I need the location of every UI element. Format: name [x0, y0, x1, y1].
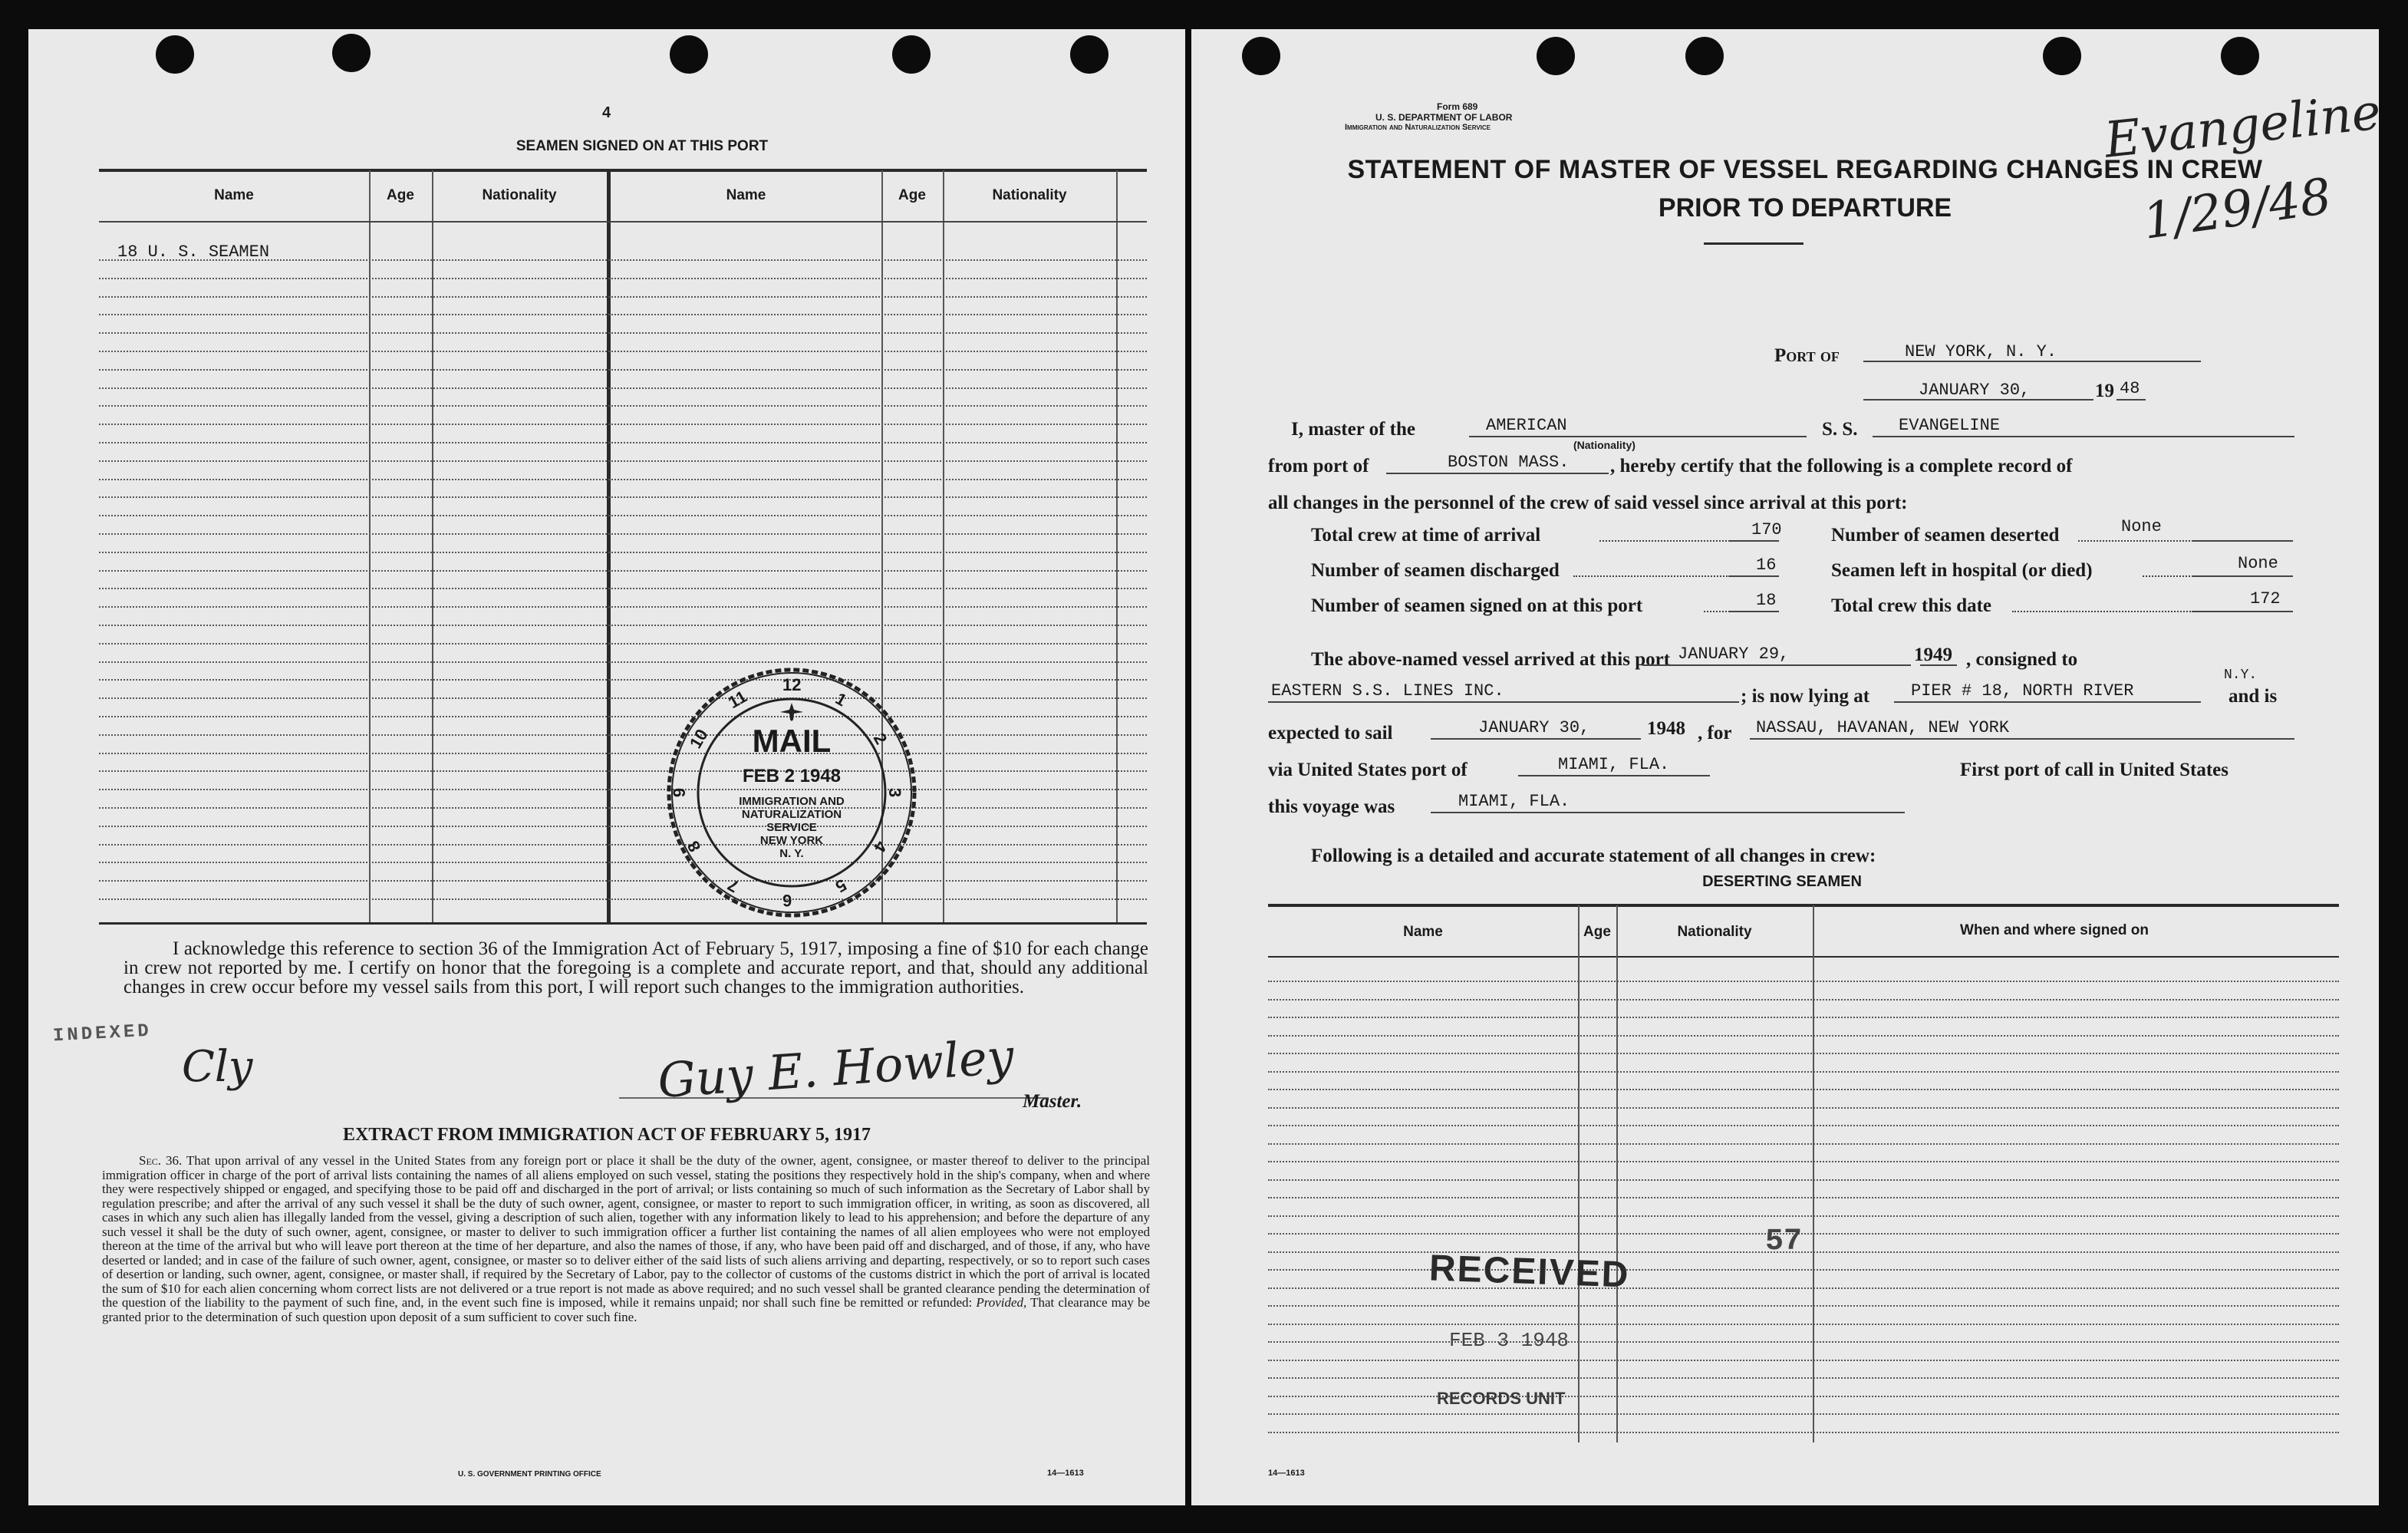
row-rule: [99, 387, 1147, 389]
sail-year: 1948: [1647, 718, 1685, 739]
col-header-nationality: Nationality: [1677, 924, 1752, 940]
stamp-clock-number: 8: [683, 837, 705, 856]
row-rule: [99, 496, 1147, 498]
header-rule: [99, 221, 1147, 223]
row-rule: [1268, 1071, 2339, 1073]
records-unit: RECORDS UNIT: [1437, 1389, 1566, 1408]
row-rule: [99, 734, 1147, 736]
lying-value: PIER # 18, NORTH RIVER: [1911, 681, 2134, 701]
row-rule: [99, 332, 1147, 334]
punch-hole: [2221, 37, 2259, 75]
lying-line: [1894, 701, 2201, 703]
master-of-label: I, master of the: [1291, 419, 1415, 440]
col-divider: [369, 170, 371, 922]
master-signature: Guy E. Howley: [656, 1027, 1016, 1109]
arrived-label: The above-named vessel arrived at this port: [1311, 649, 1671, 670]
col-divider: [943, 170, 944, 922]
voyage-label: this voyage was: [1268, 796, 1395, 817]
col-header-age: Age: [1583, 924, 1611, 940]
row-rule: [99, 351, 1147, 352]
row-rule: [99, 661, 1147, 663]
row-rule: [1268, 1360, 2339, 1361]
punch-hole: [2043, 37, 2081, 75]
title-underline: [1704, 242, 1804, 245]
stamp-clock-number: 10: [685, 725, 712, 752]
row-rule: [1268, 1324, 2339, 1325]
row-rule: [99, 844, 1147, 846]
stamp-clock-number: 5: [832, 875, 850, 897]
extract-heading: EXTRACT FROM IMMIGRATION ACT OF FEBRUARY 5, 1917: [342, 1125, 871, 1145]
hospital-value: None: [2238, 554, 2278, 573]
consignee-value: EASTERN S.S. LINES INC.: [1271, 681, 1504, 701]
row-rule: [1268, 1396, 2339, 1397]
signed-on-heading: SEAMEN SIGNED ON AT THIS PORT: [516, 138, 769, 154]
destinations-line: [1750, 738, 2294, 740]
col-header-name: Name: [214, 187, 254, 203]
from-port-label: from port of: [1268, 456, 1369, 476]
total-date-value: 172: [2250, 589, 2281, 608]
arrived-value: JANUARY 29,: [1678, 645, 1790, 664]
first-port-label: First port of call in United States: [1960, 760, 2228, 780]
signed-on-value: 18: [1756, 591, 1777, 610]
form-code: 14—1613: [1047, 1469, 1084, 1478]
row-rule: [1268, 1215, 2339, 1217]
row-rule: [99, 278, 1147, 279]
handwritten-date: 1/29/48: [2140, 168, 2335, 251]
leader-dots: [1573, 575, 1730, 577]
col-header-age: Age: [387, 187, 414, 203]
year-line: [2116, 399, 2146, 401]
table-top-rule: [1268, 904, 2339, 907]
row-rule: [99, 807, 1147, 809]
header-rule: [1268, 956, 2339, 958]
leader-dots: [2078, 540, 2193, 542]
row-rule: [99, 898, 1147, 900]
total-date-label: Total crew this date: [1831, 595, 1992, 616]
hospital-line: [2193, 575, 2293, 577]
leader-dots: [2012, 611, 2193, 612]
master-label: Master.: [1023, 1091, 1082, 1112]
nationality-caption: (Nationality): [1573, 439, 1636, 451]
signed-on-line: [1730, 611, 1779, 612]
row-rule: [99, 552, 1147, 553]
voyage-line: [1431, 812, 1905, 813]
hospital-label: Seamen left in hospital (or died): [1831, 560, 2093, 581]
row-rule: [99, 753, 1147, 754]
punch-hole: [332, 34, 371, 72]
stamp-clock-number: 11: [725, 686, 750, 712]
via-value: MIAMI, FLA.: [1558, 755, 1670, 774]
row-rule: [1268, 1143, 2339, 1145]
proviso-body: That clearance may be granted prior to the determination of such question upon deposit of a sum sufficient to cover such fine.: [102, 1295, 1150, 1324]
following-text: Following is a detailed and accurate statement of all changes in crew:: [1311, 846, 1876, 866]
row-rule: [99, 259, 1147, 261]
row-rule: [99, 369, 1147, 371]
row-rule: [99, 442, 1147, 443]
punch-hole: [892, 35, 931, 74]
row-rule: [1268, 1432, 2339, 1433]
stamp-number: 57: [1765, 1225, 1803, 1259]
row-rule: [99, 296, 1147, 298]
col-divider: [1616, 905, 1618, 1442]
row-rule: [1268, 1161, 2339, 1162]
ship-name: EVANGELINE: [1899, 416, 2001, 435]
stamp-lines: IMMIGRATION AND NATURALIZATION SERVICE NEW YORK N. Y.: [739, 795, 845, 860]
form-number: Form 689: [1437, 101, 1478, 112]
discharged-line: [1730, 575, 1779, 577]
leader-dots: [1599, 540, 1730, 542]
left-page: [28, 29, 1185, 1505]
row-rule: [99, 643, 1147, 645]
year-prefix: 19: [2095, 381, 2114, 401]
total-date-line: [2193, 611, 2293, 612]
sail-value: JANUARY 30,: [1478, 718, 1590, 737]
col-header-nationality: Nationality: [482, 187, 557, 203]
col-header-name: Name: [1403, 924, 1443, 940]
stamp-clock-number: 6: [782, 891, 792, 910]
col-header-name: Name: [726, 187, 766, 203]
row-rule: [99, 515, 1147, 516]
row-rule: [1268, 1053, 2339, 1054]
row-rule: [99, 679, 1147, 681]
row-rule: [99, 606, 1147, 608]
stamp-clock-number: 4: [869, 837, 891, 856]
row-rule: [99, 862, 1147, 863]
row-rule: [99, 424, 1147, 425]
table-top-rule: [99, 169, 1147, 172]
punch-hole: [156, 35, 194, 74]
ny-note: N.Y.: [2224, 668, 2258, 683]
nationality-line: [1469, 436, 1807, 437]
signed-on-label: Number of seamen signed on at this port: [1311, 595, 1643, 616]
stamp-clock-number: 9: [670, 787, 690, 798]
col-divider: [1813, 905, 1814, 1442]
stamp-date: FEB 2 1948: [742, 766, 842, 786]
lying-label: ; is now lying at: [1741, 686, 1870, 707]
row-rule: [99, 716, 1147, 717]
row-rule: [99, 826, 1147, 827]
received-stamp: RECEIVED: [1428, 1248, 1631, 1296]
arrived-year: 1949: [1914, 645, 1952, 665]
row-rule: [1268, 1305, 2339, 1307]
row-rule: [1268, 999, 2339, 1001]
row-rule: [1268, 1089, 2339, 1090]
row-rule: [99, 697, 1147, 699]
date-value: JANUARY 30,: [1919, 381, 2031, 400]
deserted-label: Number of seamen deserted: [1831, 525, 2060, 546]
punch-hole: [1070, 35, 1108, 74]
col-header-nationality: Nationality: [992, 187, 1067, 203]
row-rule: [99, 570, 1147, 572]
right-page: [1191, 29, 2384, 1505]
mail-stamp: [657, 658, 926, 927]
row-rule: [1268, 1251, 2339, 1253]
col-header-age: Age: [898, 187, 926, 203]
discharged-label: Number of seamen discharged: [1311, 560, 1560, 581]
entry-seamen: 18 U. S. SEAMEN: [117, 242, 270, 262]
consignee-line: [1268, 701, 1739, 703]
row-rule: [1268, 1107, 2339, 1109]
stamp-clock-number: 3: [885, 787, 905, 798]
col-divider: [432, 170, 433, 922]
punch-hole: [1242, 37, 1280, 75]
deserting-heading: DESERTING SEAMEN: [1702, 873, 1862, 890]
form-code: 14—1613: [1268, 1469, 1305, 1478]
initials: Cly: [182, 1042, 253, 1092]
row-rule: [99, 625, 1147, 626]
row-rule: [1268, 1035, 2339, 1037]
discharged-value: 16: [1756, 556, 1777, 575]
total-arrival-line: [1730, 540, 1779, 542]
indexed-stamp: INDEXED: [52, 1020, 153, 1047]
row-rule: [99, 588, 1147, 589]
deserted-line: [2193, 540, 2293, 542]
col-divider: [1116, 170, 1118, 922]
row-rule: [1268, 1179, 2339, 1181]
row-rule: [1268, 1341, 2339, 1343]
row-rule: [99, 880, 1147, 882]
printing-office: U. S. GOVERNMENT PRINTING OFFICE: [458, 1470, 601, 1479]
section-label: Sec. 36.: [139, 1153, 183, 1168]
arrived-line: [1642, 664, 1911, 666]
stamp-clock-number: 12: [782, 675, 802, 694]
total-arrival-label: Total crew at time of arrival: [1311, 525, 1541, 546]
col-divider-double: [607, 170, 611, 922]
row-rule: [99, 460, 1147, 462]
via-line: [1518, 775, 1710, 776]
punch-hole: [1685, 37, 1724, 75]
row-rule: [99, 405, 1147, 407]
form-title: STATEMENT OF MASTER OF VESSEL REGARDING CHANGES IN CREW: [1347, 155, 2263, 184]
section-36-text: [102, 1154, 1150, 1324]
via-label: via United States port of: [1268, 760, 1468, 780]
row-rule: [99, 533, 1147, 535]
port-label: Port of: [1774, 345, 1840, 366]
from-port-line: [1386, 473, 1609, 474]
stamp-mail: MAIL: [752, 723, 832, 759]
deserted-value: None: [2121, 517, 2162, 536]
col-divider: [1578, 905, 1580, 1442]
ship-line: [1873, 436, 2294, 437]
stamp-clock-number: 1: [832, 688, 850, 710]
for-label: , for: [1698, 723, 1732, 743]
lying-suffix: and is: [2228, 686, 2278, 707]
table-bottom-rule: [99, 922, 1147, 925]
row-rule: [99, 770, 1147, 772]
consigned-label: , consigned to: [1966, 649, 2078, 670]
punch-hole: [1537, 37, 1575, 75]
sail-label: expected to sail: [1268, 723, 1393, 743]
received-date: FEB 3 1948: [1449, 1329, 1570, 1352]
row-rule: [1268, 1377, 2339, 1379]
port-value: NEW YORK, N. Y.: [1905, 342, 2057, 361]
row-rule: [99, 479, 1147, 480]
proviso-label: Provided,: [976, 1295, 1027, 1310]
year-suffix: 48: [2120, 379, 2140, 398]
row-rule: [1268, 1017, 2339, 1018]
stamp-clock-number: 7: [724, 875, 743, 897]
leader-dots: [1704, 611, 1730, 612]
leader-dots: [2143, 575, 2193, 577]
section-body: That upon arrival of any vessel in the United States from any foreign port or place it shall be the duty of the owner, agent, consignee, or master thereof to deliver to the principal immigration officer in charge of the port of arrival lists containing the names of all aliens employed on such vessel, stating the positions they respectively hold in the ship's company, when and where they were respectively shipped or engaged, and specifying those to be paid off and discharged in the port of arrival; or lists containing so much of such information as the Secretary of Labor shall by regulation prescribe; and after the arrival of any such vessel it shall be the duty of such owner, agent, consignee, or master to report to such immigration officer, in writing, as soon as discovered, all cases in which any such alien has illegally landed from the vessel, giving a description of such alien, together with any information likely to lead to his apprehension; and before the departure of any such vessel it shall be the duty of such owner, agent, consignee, or master to deliver to such immigration officer a further list containing the names of all alien employees who were not employed thereon at the time of the arrival but who will leave port thereon at the time of her departure, and also the names of those, if any, who have been paid off and discharged, and of those, if any, who have deserted or landed; and in case of the failure of such owner, agent, consignee, or master so to deliver either of the said lists of such aliens arriving and departing, respectively, or so to report such cases of desertion or landing, such owner, agent, consignee, or master shall, if required by the Secretary of Labor, pay to the collector of customs of the customs district in which the port of arrival is located the sum of $10 for each alien concerning whom correct lists are not delivered or a true report is not made as above required; and no such vessel shall be granted clearance pending the determination of the question of the liability to the payment of such fine, and, in the event such fine is imposed, while it remains unpaid; nor shall such fine be remitted or refunded:: [102, 1153, 1150, 1310]
form-title-line2: PRIOR TO DEPARTURE: [1658, 193, 1952, 223]
row-rule: [1268, 1125, 2339, 1126]
punch-hole: [670, 35, 708, 74]
certify-text: , hereby certify that the following is a complete record of: [1610, 456, 2073, 476]
acknowledgment-text: I acknowledge this reference to section 36 of the Immigration Act of February 5, 1917, imposing a fine of $10 for each change in crew not reported by me. I certify on honor that the foregoing is a complete and accurate report, and that, should any additional changes in crew occur before my vessel sails from this port, I will report such changes to the immigration authorities.: [124, 938, 1148, 997]
page-number: 4: [602, 104, 611, 121]
stamp-clock-number: 2: [869, 730, 891, 748]
all-changes-text: all changes in the personnel of the crew of said vessel since arrival at this port:: [1268, 493, 1908, 513]
row-rule: [1268, 981, 2339, 982]
service: Immigration and Naturalization Service: [1345, 123, 1491, 132]
voyage-value: MIAMI, FLA.: [1458, 792, 1570, 811]
department: U. S. DEPARTMENT OF LABOR: [1375, 112, 1513, 123]
ss-label: S. S.: [1822, 419, 1858, 440]
from-port-value: BOSTON MASS.: [1448, 453, 1570, 472]
row-rule: [99, 314, 1147, 315]
row-rule: [99, 789, 1147, 790]
col-header-signed-on: When and where signed on: [1960, 922, 2149, 938]
nationality-value: AMERICAN: [1486, 416, 1567, 435]
row-rule: [1268, 1197, 2339, 1198]
destinations-value: NASSAU, HAVANAN, NEW YORK: [1756, 718, 2010, 737]
sail-line: [1431, 738, 1641, 740]
airplane-icon: [780, 703, 803, 721]
handwritten-name: Evangeline: [2102, 84, 2384, 170]
row-rule: [1268, 1233, 2339, 1235]
total-arrival-value: 170: [1751, 520, 1782, 539]
row-rule: [1268, 1413, 2339, 1415]
